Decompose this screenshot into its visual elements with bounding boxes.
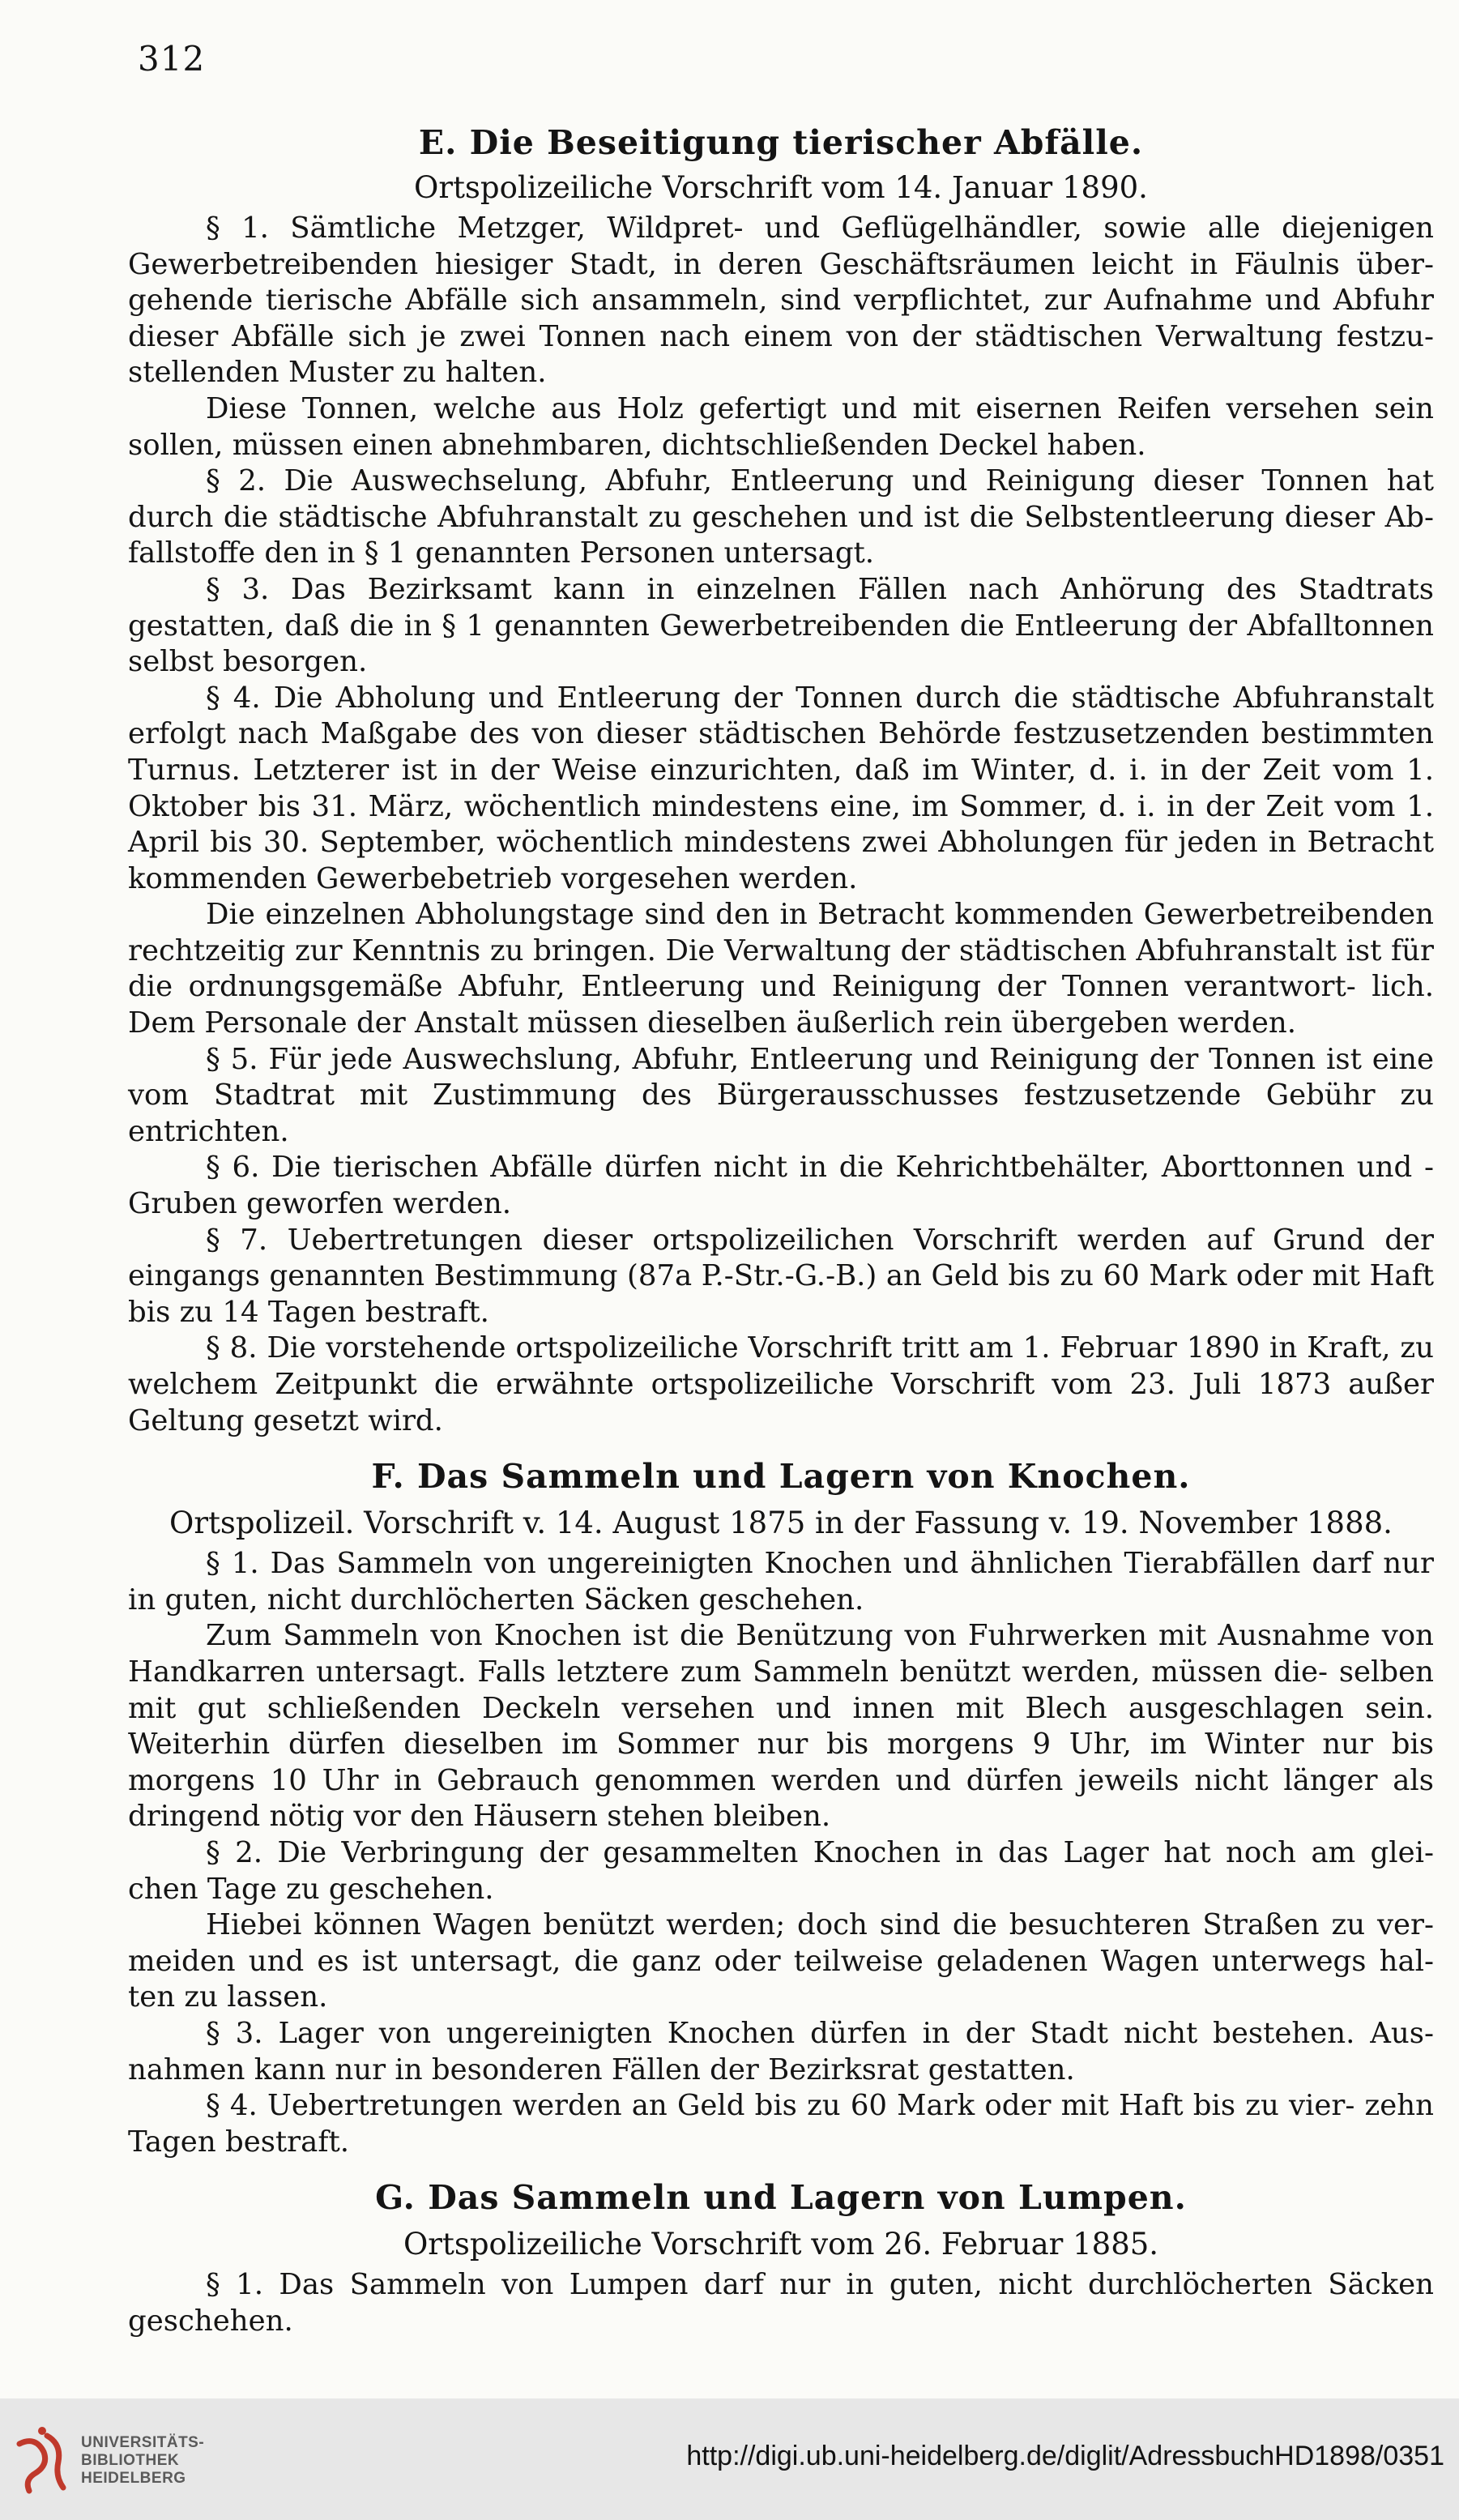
paragraph: § 5. Für jede Auswechslung, Abfuhr, Entleerung und Reinigung der Tonnen ist eine vom Stadtrat mit Zustimmung des Bürgerausschusses festzusetzende Gebühr zu entrichten.	[128, 1042, 1434, 1148]
paragraph: § 4. Uebertretungen werden an Geld bis zu 60 Mark oder mit Haft bis zu vier- zehn Tagen bestraft.	[128, 2089, 1434, 2159]
source-url-link[interactable]: http://digi.ub.uni-heidelberg.de/diglit/AdressbuchHD1898/0351	[686, 2441, 1444, 2471]
section-subheading-f: Ortspolizeil. Vorschrift v. 14. August 1875 in der Fassung v. 19. November 1888.	[169, 1506, 1393, 1541]
paragraph: § 2. Die Auswechselung, Abfuhr, Entleerung und Reinigung dieser Tonnen hat durch die städtische Abfuhranstalt zu geschehen und ist die Selbstentleerung dieser Ab- fallstoffe den in § 1 genannten Personen untersagt.	[128, 464, 1434, 570]
section-heading-g: G. Das Sammeln und Lagern von Lumpen.	[375, 2178, 1187, 2218]
paragraph: § 2. Die Verbringung der gesammelten Knochen in das Lager hat noch am glei- chen Tage zu geschehen.	[128, 1835, 1434, 1906]
paragraph: § 4. Die Abholung und Entleerung der Tonnen durch die städtische Abfuhranstalt erfolgt nach Maßgabe des von dieser städtischen Behörde festzusetzenden bestimmten Turnus. Letzterer ist in der Weise einzurichten, daß im Winter, d. i. in der Zeit vom 1. Oktober bis 31. März, wöchentlich mindestens eine, im Sommer, d. i. in der Zeit vom 1. April bis 30. September, wöchentlich mindestens zwei Abholungen für jeden in Betracht kommenden Gewerbebetrieb vorgesehen werden.	[128, 681, 1434, 895]
paragraph: § 8. Die vorstehende ortspolizeiliche Vorschrift tritt am 1. Februar 1890 in Kraft, zu welchem Zeitpunkt die erwähnte ortspolizeiliche Vorschrift vom 23. Juli 1873 außer Geltung gesetzt wird.	[128, 1331, 1434, 1437]
paragraph: § 1. Sämtliche Metzger, Wildpret- und Geflügelhändler, sowie alle diejenigen Gewerbetreibenden hiesiger Stadt, in deren Geschäftsräumen leicht in Fäulnis über- gehende tierische Abfälle sich ansammeln, sind verpflichtet, zur Aufnahme und Abfuhr dieser Abfälle sich je zwei Tonnen nach einem von der städtischen Verwaltung festzu- stellenden Muster zu halten.	[128, 211, 1434, 390]
section-heading-f: F. Das Sammeln und Lagern von Knochen.	[371, 1457, 1191, 1497]
paragraph: § 7. Uebertretungen dieser ortspolizeilichen Vorschrift werden auf Grund der eingangs genannten Bestimmung (87a P.-Str.-G.-B.) an Geld bis zu 60 Mark oder mit Haft bis zu 14 Tagen bestraft.	[128, 1223, 1434, 1329]
paragraph: Zum Sammeln von Knochen ist die Benützung von Fuhrwerken mit Ausnahme von Handkarren untersagt. Falls letztere zum Sammeln benützt werden, müssen die- selben mit gut schließenden Deckeln versehen und innen mit Blech ausgeschlagen sein. Weiterhin dürfen dieselben im Sommer nur bis morgens 9 Uhr, im Winter nur bis morgens 10 Uhr in Gebrauch genommen werden und dürfen jeweils nicht länger als dringend nötig vor den Häusern stehen bleiben.	[128, 1619, 1434, 1834]
section-subheading-e: Ortspolizeiliche Vorschrift vom 14. Januar 1890.	[414, 170, 1148, 205]
logo-line: UNIVERSITÄTS-	[81, 2434, 205, 2451]
paragraph: § 6. Die tierischen Abfälle dürfen nicht in die Kehrichtbehälter, Aborttonnen und -Gruben geworfen werden.	[128, 1151, 1434, 1221]
paragraph: Diese Tonnen, welche aus Holz gefertigt und mit eisernen Reifen versehen sein sollen, müssen einen abnehmbaren, dichtschließenden Deckel haben.	[128, 391, 1434, 462]
paragraph: § 3. Das Bezirksamt kann in einzelnen Fällen nach Anhörung des Stadtrats gestatten, daß die in § 1 genannten Gewerbetreibenden die Entleerung der Abfalltonnen selbst besorgen.	[128, 572, 1434, 679]
paragraph: § 1. Das Sammeln von ungereinigten Knochen und ähnlichen Tierabfällen darf nur in guten, nicht durchlöcherten Säcken geschehen.	[128, 1547, 1434, 1617]
section-heading-e: E. Die Beseitigung tierischer Abfälle.	[418, 123, 1144, 162]
university-library-logo-icon	[11, 2420, 71, 2501]
paragraph: § 1. Das Sammeln von Lumpen darf nur in guten, nicht durchlöcherten Säcken geschehen.	[128, 2268, 1434, 2338]
paragraph: § 3. Lager von ungereinigten Knochen dürfen in der Stadt nicht bestehen. Aus- nahmen kann nur in besonderen Fällen der Bezirksrat gestatten.	[128, 2016, 1434, 2086]
library-logo-text	[81, 2434, 204, 2488]
footer-bar	[0, 2398, 1459, 2520]
paragraph: Die einzelnen Abholungstage sind den in Betracht kommenden Gewerbetreibenden rechtzeitig zur Kenntnis zu bringen. Die Verwaltung der städtischen Abfuhranstalt ist für die ordnungsgemäße Abfuhr, Entleerung und Reinigung der Tonnen verantwort- lich. Dem Personale der Anstalt müssen dieselben äußerlich rein übergeben werden.	[128, 898, 1434, 1040]
document-body	[128, 120, 1434, 2339]
paragraph: Hiebei können Wagen benützt werden; doch sind die besuchteren Straßen zu ver- meiden und es ist untersagt, die ganz oder teilweise geladenen Wagen unterwegs hal- ten zu lassen.	[128, 1908, 1434, 2014]
section-subheading-g: Ortspolizeiliche Vorschrift vom 26. Februar 1885.	[403, 2227, 1159, 2262]
page-number: 312	[138, 39, 206, 79]
logo-line: HEIDELBERG	[81, 2470, 186, 2487]
logo-line: BIBLIOTHEK	[81, 2452, 180, 2469]
